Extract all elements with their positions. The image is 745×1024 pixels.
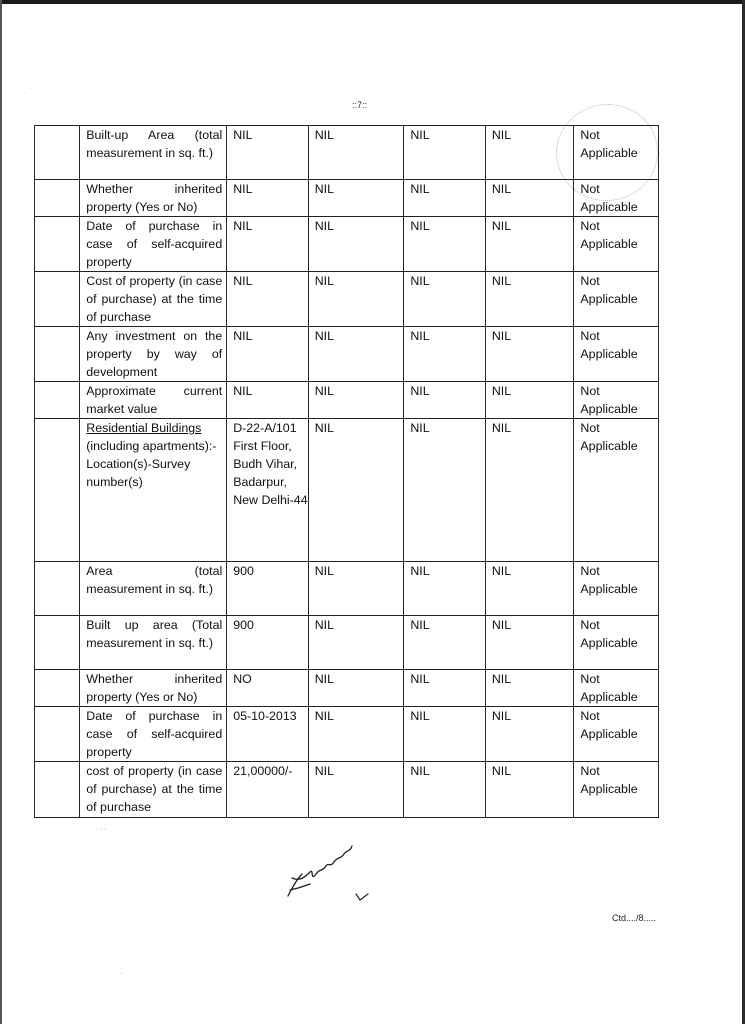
value-cell: Not Applicable: [574, 419, 659, 562]
value-cell: NIL: [308, 707, 404, 762]
scan-left-edge: [0, 0, 2, 1024]
value-cell: NIL: [308, 419, 404, 562]
value-cell: NIL: [308, 762, 404, 818]
blank-cell: [35, 180, 80, 217]
table-row: [35, 670, 659, 707]
scan-speck: · · ·: [95, 826, 106, 833]
value-cell: NIL: [404, 419, 486, 562]
section-heading: Residential Buildings: [86, 421, 202, 435]
row-label: Approximate current market value: [86, 384, 223, 416]
row-label: Built-up Area (total measurement in sq. ft.): [86, 128, 223, 160]
continuation-note: Ctd..../8.....: [612, 913, 657, 923]
value-cell: 900: [227, 562, 309, 616]
table-row: [35, 272, 659, 327]
value-cell: NIL: [308, 562, 404, 616]
value-cell: NIL: [485, 562, 574, 616]
value-cell: NIL: [227, 126, 309, 180]
table-row: [35, 616, 659, 670]
blank-cell: [35, 670, 80, 707]
value-cell: NIL: [404, 762, 486, 818]
value-cell: NIL: [227, 382, 309, 419]
value-cell: Not Applicable: [574, 272, 659, 327]
value-cell: NIL: [485, 762, 574, 818]
value-cell: NIL: [485, 670, 574, 707]
value-cell: Not Applicable: [574, 126, 659, 180]
value-cell: NIL: [404, 616, 486, 670]
value-cell: NO: [227, 670, 309, 707]
value-cell: Not Applicable: [574, 762, 659, 818]
value-cell: NIL: [308, 272, 404, 327]
value-cell: NIL: [485, 217, 574, 272]
value-cell: NIL: [308, 382, 404, 419]
value-cell: NIL: [404, 217, 486, 272]
table-row: [35, 217, 659, 272]
value-cell: NIL: [308, 217, 404, 272]
row-label: cost of property (in case of purchase) at the time of purchase: [86, 764, 223, 814]
value-cell: Not Applicable: [574, 670, 659, 707]
value-cell: NIL: [308, 126, 404, 180]
row-label-cell: [80, 670, 227, 707]
row-label-cell: [80, 562, 227, 616]
scan-speck: ·: [120, 970, 123, 977]
value-cell: NIL: [485, 180, 574, 217]
value-cell: NIL: [404, 670, 486, 707]
blank-cell: [35, 126, 80, 180]
row-label-cell: [80, 180, 227, 217]
row-label: Whether inherited property (Yes or No): [86, 182, 223, 214]
value-cell: NIL: [404, 327, 486, 382]
row-label-cell: [80, 419, 227, 562]
value-cell: NIL: [227, 272, 309, 327]
blank-cell: [35, 419, 80, 562]
blank-cell: [35, 762, 80, 818]
value-cell: 900: [227, 616, 309, 670]
row-label-cell: [80, 327, 227, 382]
handwritten-signature: [280, 838, 370, 908]
scan-top-edge: [0, 0, 745, 4]
blank-cell: [35, 707, 80, 762]
blank-cell: [35, 382, 80, 419]
table-row: [35, 707, 659, 762]
value-cell: 21,00000/-: [227, 762, 309, 818]
value-cell: NIL: [404, 707, 486, 762]
row-label: Built up area (Total measurement in sq. ft.): [86, 618, 223, 650]
value-cell: NIL: [485, 419, 574, 562]
row-label-cell: [80, 616, 227, 670]
table-row: [35, 762, 659, 818]
value-cell: D-22-A/101 First Floor, Budh Vihar, Badarpur, New Delhi-44: [227, 419, 309, 562]
table-row: [35, 419, 659, 562]
value-cell: NIL: [404, 272, 486, 327]
value-cell: NIL: [227, 180, 309, 217]
value-cell: NIL: [227, 217, 309, 272]
assets-table: [34, 125, 659, 818]
value-cell: NIL: [308, 327, 404, 382]
blank-cell: [35, 616, 80, 670]
page-number: ::7::: [352, 100, 368, 110]
value-cell: NIL: [485, 272, 574, 327]
value-cell: Not Applicable: [574, 707, 659, 762]
row-label-cell: [80, 762, 227, 818]
row-label-cell: [80, 272, 227, 327]
row-label: Any investment on the property by way of development: [86, 329, 223, 379]
value-cell: 05-10-2013: [227, 707, 309, 762]
value-cell: NIL: [485, 126, 574, 180]
value-cell: Not Applicable: [574, 180, 659, 217]
row-label-cell: [80, 126, 227, 180]
row-label: Whether inherited property (Yes or No): [86, 672, 223, 704]
table-row: [35, 180, 659, 217]
value-cell: NIL: [485, 382, 574, 419]
value-cell: NIL: [485, 327, 574, 382]
row-label: Date of purchase in case of self-acquired property: [86, 709, 223, 759]
row-label: (including apartments):-Location(s)-Survey number(s): [86, 439, 217, 489]
table-row: [35, 382, 659, 419]
value-cell: Not Applicable: [574, 562, 659, 616]
row-label-cell: [80, 382, 227, 419]
scan-speck: ·: [30, 85, 33, 92]
value-cell: NIL: [308, 616, 404, 670]
value-cell: NIL: [227, 327, 309, 382]
row-label-cell: [80, 217, 227, 272]
value-cell: Not Applicable: [574, 382, 659, 419]
value-cell: NIL: [404, 126, 486, 180]
value-cell: NIL: [308, 670, 404, 707]
row-label: Date of purchase in case of self-acquired property: [86, 219, 223, 269]
table-row: [35, 126, 659, 180]
blank-cell: [35, 562, 80, 616]
blank-cell: [35, 272, 80, 327]
table-row: [35, 327, 659, 382]
value-cell: NIL: [485, 707, 574, 762]
value-cell: NIL: [404, 562, 486, 616]
table-row: [35, 562, 659, 616]
row-label-cell: [80, 707, 227, 762]
value-cell: NIL: [404, 180, 486, 217]
value-cell: Not Applicable: [574, 217, 659, 272]
value-cell: Not Applicable: [574, 616, 659, 670]
value-cell: NIL: [485, 616, 574, 670]
row-label: Cost of property (in case of purchase) at the time of purchase: [86, 274, 223, 324]
blank-cell: [35, 217, 80, 272]
blank-cell: [35, 327, 80, 382]
row-label: Area (total measurement in sq. ft.): [86, 564, 223, 596]
value-cell: Not Applicable: [574, 327, 659, 382]
value-cell: NIL: [404, 382, 486, 419]
value-cell: NIL: [308, 180, 404, 217]
